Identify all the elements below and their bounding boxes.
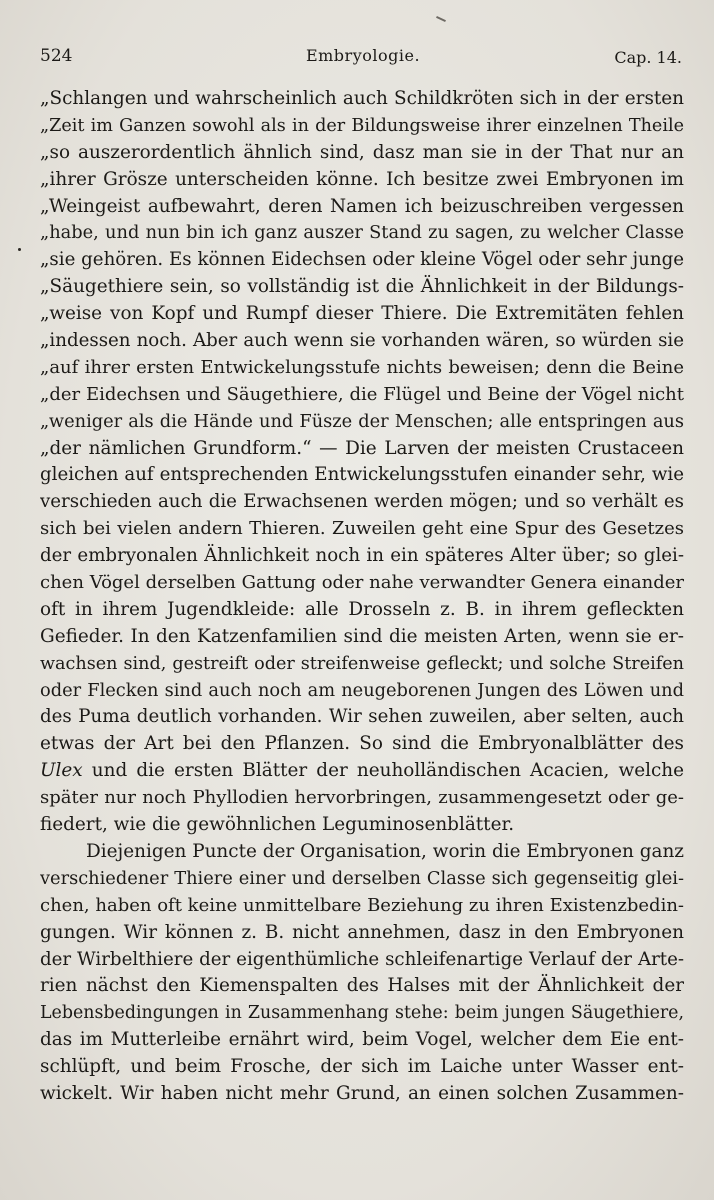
text-line: gungen. Wir können z. B. nicht annehmen, dasz in den Embryonen [40,921,684,943]
text-line: „ihrer Grösze unterscheiden könne. Ich besitze zwei Embryonen im [40,168,684,190]
text-line: Lebensbedingungen in Zusammenhang stehe: beim jungen Säugethiere, [40,1003,684,1024]
page-number: 524 [40,46,73,66]
text-line: oder Flecken sind auch noch am neugeborenen Jungen des Löwen und [40,679,684,701]
text-line: oft in ihrem Jugendkleide: alle Drosseln z. B. in ihrem gefleckten [40,598,684,620]
paragraph-end-line: fiedert, wie die gewöhnlichen Leguminosenblätter. [40,814,515,836]
text-line: gleichen auf entsprechenden Entwickelungsstufen einander sehr, wie [40,464,684,486]
text-line: chen Vögel derselben Gattung oder nahe verwandter Genera einander [40,572,684,594]
text-line: „der Eidechsen und Säugethiere, die Flügel und Beine der Vögel nicht [40,383,684,405]
text-line: chen, haben oft keine unmittelbare Beziehung zu ihren Existenzbedin- [40,894,684,916]
text-line: schlüpft, und beim Frosche, der sich im Laiche unter Wasser ent- [40,1056,684,1078]
text-line: verschieden auch die Erwachsenen werden mögen; und so verhält es [40,491,684,513]
text-line: wachsen sind, gestreift oder streifenweise gefleckt; und solche Streifen [40,653,684,674]
text-line: später nur noch Phyllodien hervorbringen, zusammengesetzt oder ge- [40,787,684,809]
text-line: sich bei vielen andern Thieren. Zuweilen geht eine Spur des Gesetzes [40,518,684,540]
text-line: „sie gehören. Es können Eidechsen oder kleine Vögel oder sehr junge [40,249,684,271]
print-mark [436,16,446,22]
text-line: „Säugethiere sein, so vollständig ist die Ähnlichkeit in der Bildungs- [40,276,684,298]
text-line: Gefieder. In den Katzenfamilien sind die meisten Arten, wenn sie er- [40,625,684,647]
text-line: des Puma deutlich vorhanden. Wir sehen zuweilen, aber selten, auch [40,706,684,728]
text-line: rien nächst den Kiemenspalten des Halses mit der Ähnlichkeit der [40,975,684,997]
text-line: „weise von Kopf und Rumpf dieser Thiere. Die Extremitäten fehlen [40,303,684,325]
text-line: Ulex und die ersten Blätter der neuholländischen Acacien, welche [40,760,684,782]
text-line: wickelt. Wir haben nicht mehr Grund, an einen solchen Zusammen- [40,1082,684,1104]
running-title: Embryologie. [305,46,421,65]
running-header [40,46,686,70]
text-line: „Schlangen und wahrscheinlich auch Schildkröten sich in der ersten [40,88,684,109]
text-line: „auf ihrer ersten Entwickelungsstufe nichts beweisen; denn die Beine [40,356,684,378]
text-line: „der nämlichen Grundform.“ — Die Larven der meisten Crustaceen [40,437,684,459]
chapter-label: Cap. 14. [614,48,682,67]
text-line: „so auszerordentlich ähnlich sind, dasz man sie in der That nur an [40,141,684,163]
text-line: verschiedener Thiere einer und derselben Classe sich gegenseitig glei- [40,867,684,889]
text-line: „indessen noch. Aber auch wenn sie vorhanden wären, so würden sie [40,330,684,352]
text-line: „habe, und nun bin ich ganz auszer Stand zu sagen, zu welcher Classe [40,222,684,244]
text-line: der Wirbelthiere der eigenthümliche schleifenartige Verlauf der Arte- [40,948,684,970]
text-line: „Weingeist aufbewahrt, deren Namen ich beizuschreiben vergessen [40,195,684,217]
text-line: das im Mutterleibe ernährt wird, beim Vogel, welcher dem Eie ent- [40,1029,684,1051]
text-line: etwas der Art bei den Pflanzen. So sind die Embryonalblätter des [40,733,684,755]
margin-dot [18,248,21,251]
text-line: „Zeit im Ganzen sowohl als in der Bildungsweise ihrer einzelnen Theile [40,115,684,136]
text-line: der embryonalen Ähnlichkeit noch in ein späteres Alter über; so glei- [40,545,684,567]
paragraph-start-line: Diejenigen Puncte der Organisation, worin die Embryonen ganz [86,840,684,862]
text-line: „weniger als die Hände und Füsze der Menschen; alle entspringen aus [40,410,684,432]
page-body-text [40,86,684,1108]
